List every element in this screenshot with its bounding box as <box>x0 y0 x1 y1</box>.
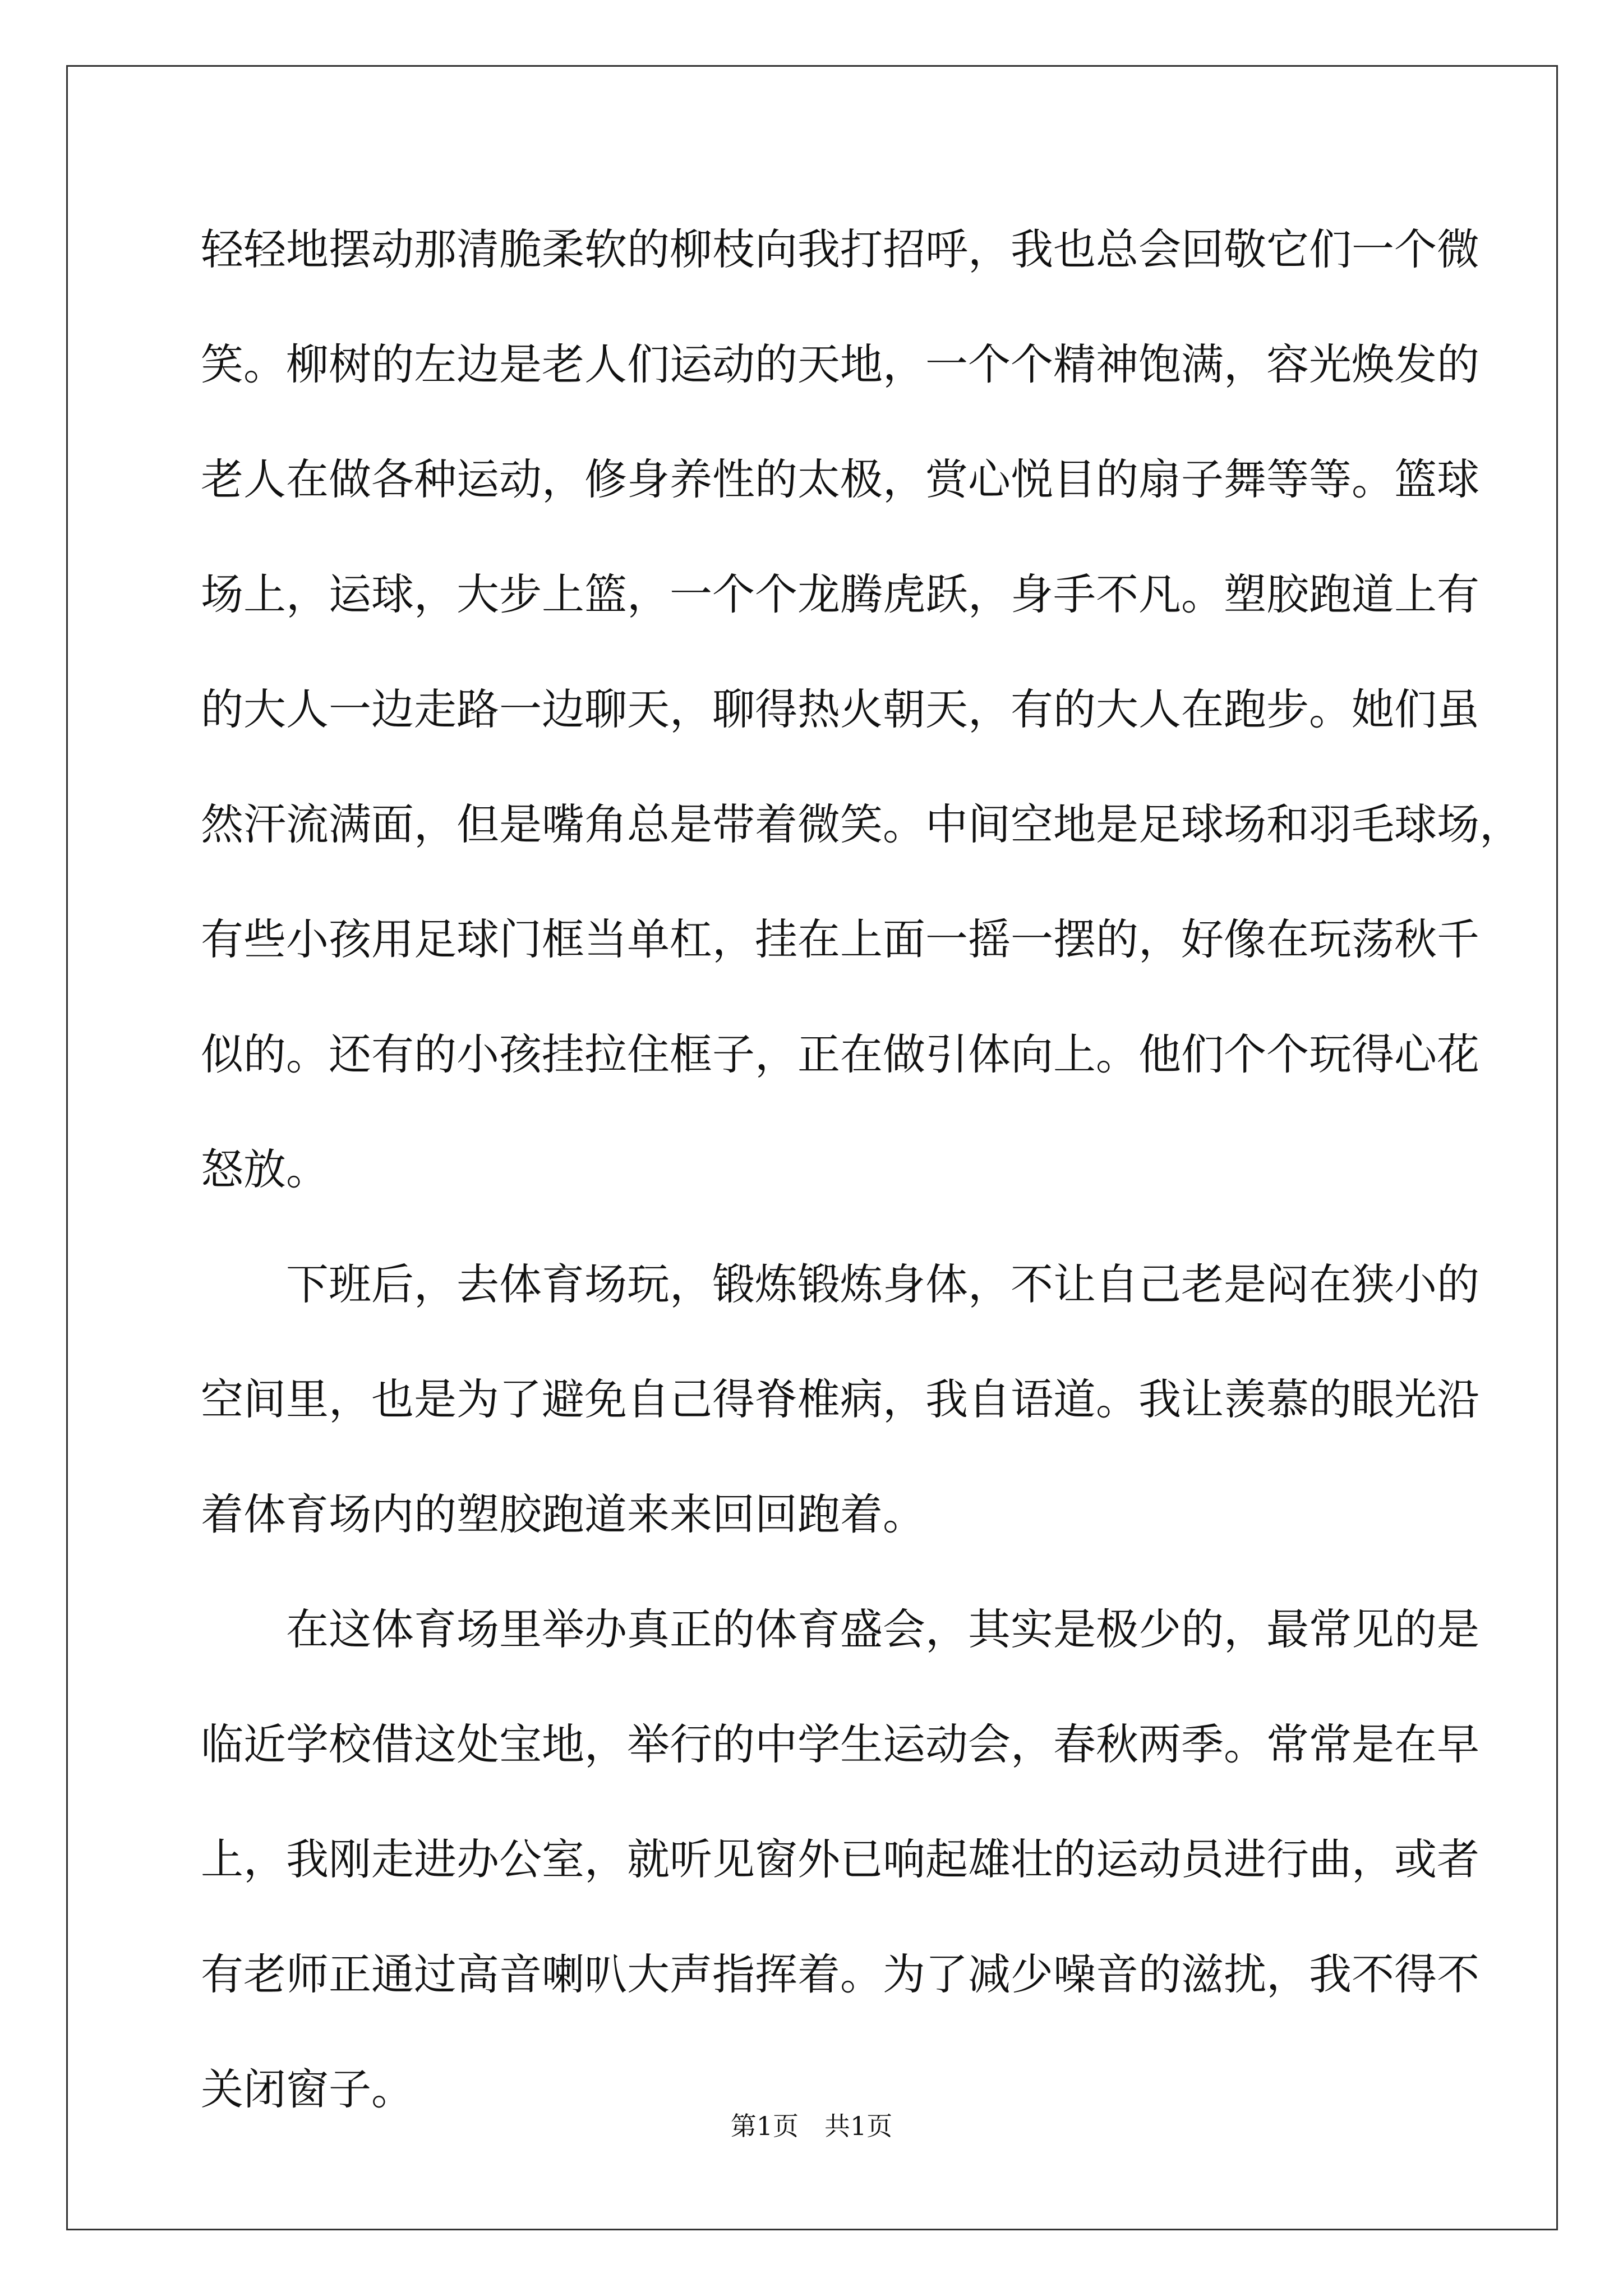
text-line: 临近学校借这处宝地，举行的中学生运动会，春秋两季。常常是在早 <box>201 1719 1479 1769</box>
total-pages: 共1页 <box>824 2111 893 2141</box>
text-line: 下班后，去体育场玩，锻炼锻炼身体，不让自己老是闷在狭小的 <box>286 1259 1479 1309</box>
text-line: 轻轻地摆动那清脆柔软的柳枝向我打招呼，我也总会回敬它们一个微 <box>201 224 1479 274</box>
text-line: 的大人一边走路一边聊天，聊得热火朝天，有的大人在跑步。她们虽 <box>201 684 1479 734</box>
text-line: 在这体育场里举办真正的体育盛会，其实是极少的，最常见的是 <box>286 1604 1479 1654</box>
text-line: 老人在做各种运动，修身养性的太极，赏心悦目的扇子舞等等。篮球 <box>201 454 1479 504</box>
text-line: 上，我刚走进办公室，就听见窗外已响起雄壮的运动员进行曲，或者 <box>201 1834 1479 1884</box>
text-line: 场上，运球，大步上篮，一个个龙腾虎跃，身手不凡。塑胶跑道上有 <box>201 569 1479 619</box>
text-line: 似的。还有的小孩挂拉住框子，正在做引体向上。他们个个玩得心花 <box>201 1029 1479 1079</box>
page-number: 第1页 <box>730 2111 799 2141</box>
text-line: 然汗流满面，但是嘴角总是带着微笑。中间空地是足球场和羽毛球场， <box>201 799 1522 849</box>
text-line: 空间里，也是为了避免自己得脊椎病，我自语道。我让羡慕的眼光沿 <box>201 1374 1479 1424</box>
text-line: 笑。柳树的左边是老人们运动的天地，一个个精神饱满，容光焕发的 <box>201 339 1479 389</box>
page-footer <box>0 2109 1623 2143</box>
text-line: 着体育场内的塑胶跑道来来回回跑着。 <box>201 1489 925 1539</box>
document-body <box>201 210 1522 2165</box>
paragraph-1 <box>201 210 1522 1245</box>
paragraph-3 <box>201 1590 1479 2165</box>
text-line: 怒放。 <box>201 1144 329 1194</box>
paragraph-2 <box>201 1245 1479 1590</box>
text-line: 有些小孩用足球门框当单杠，挂在上面一摇一摆的，好像在玩荡秋千 <box>201 914 1479 964</box>
text-line: 关闭窗子。 <box>201 2064 414 2114</box>
text-line: 有老师正通过高音喇叭大声指挥着。为了减少噪音的滋扰，我不得不 <box>201 1949 1479 1999</box>
